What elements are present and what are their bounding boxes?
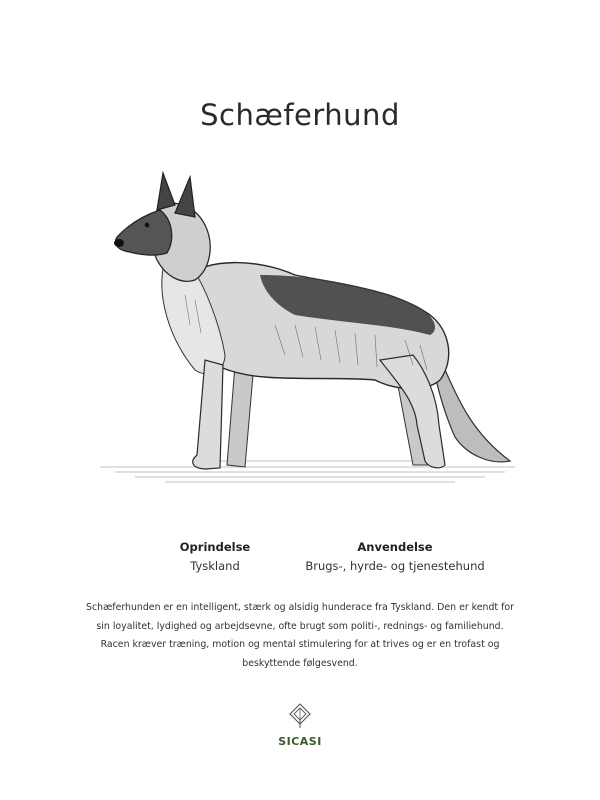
- german-shepherd-illustration: [95, 165, 525, 500]
- breed-description: Schæferhunden er en intelligent, stærk og alsidig hunderace fra Tyskland. Den er kendt for sin loyalitet, lydighed og arbejdsevne, ofte brugt som politi-, rednings- og familiehund. Racen kræver træning, motion og mental stimulering for at trives og er en trofast og beskyttende følgesvend.: [86, 602, 514, 669]
- fact-origin-value: Tyskland: [190, 559, 240, 573]
- brand-name: SICASI: [278, 735, 322, 748]
- fact-origin: [145, 540, 285, 573]
- fact-usage-value: Brugs-, hyrde- og tjenestehund: [305, 559, 485, 573]
- fact-usage: [295, 540, 495, 573]
- diamond-leaf-logo-icon: [289, 703, 311, 729]
- poster-title: Schæferhund: [200, 98, 400, 132]
- fact-origin-label: Oprindelse: [179, 540, 251, 554]
- brand-logo: [270, 703, 330, 748]
- fact-usage-label: Anvendelse: [357, 540, 433, 554]
